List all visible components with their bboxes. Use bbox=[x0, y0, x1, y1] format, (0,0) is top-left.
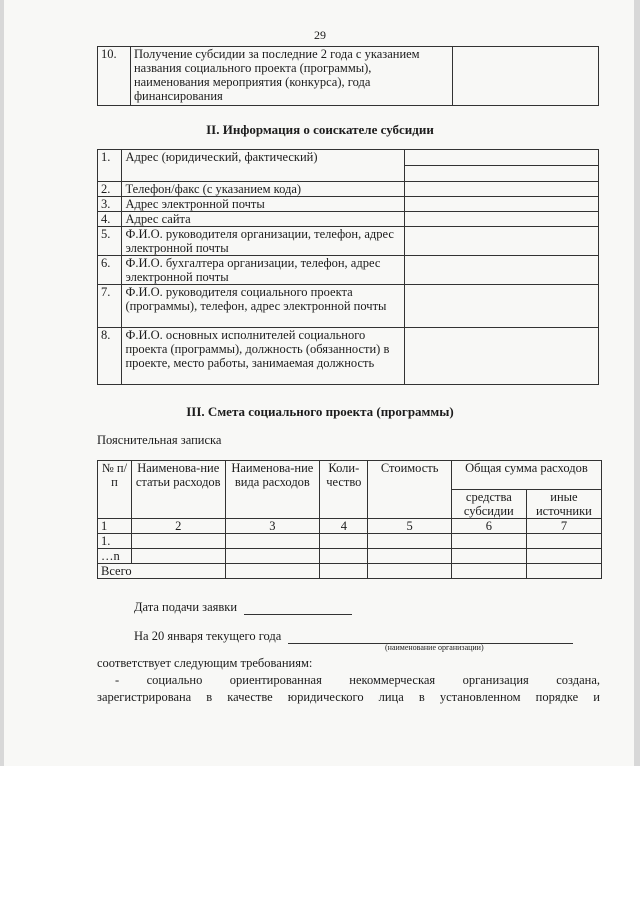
row-label: Телефон/факс (с указанием кода) bbox=[122, 182, 404, 197]
row-label: Ф.И.О. руководителя организации, телефон, адрес электронной почты bbox=[122, 227, 404, 256]
row-value-cell bbox=[404, 150, 599, 182]
column-number: 7 bbox=[526, 519, 601, 534]
row-label: Ф.И.О. бухгалтера организации, телефон, адрес электронной почты bbox=[122, 256, 404, 285]
table-row bbox=[98, 534, 602, 549]
submission-date-blank bbox=[244, 614, 352, 615]
page-edge-left bbox=[0, 0, 4, 766]
header-cost: Стоимость bbox=[368, 461, 451, 519]
page-edge-right bbox=[634, 0, 640, 766]
table-continuation bbox=[97, 46, 599, 106]
table-row bbox=[98, 197, 599, 212]
row-number: 7. bbox=[98, 285, 122, 328]
table-row bbox=[98, 47, 599, 106]
column-number: 4 bbox=[320, 519, 368, 534]
column-number: 5 bbox=[368, 519, 451, 534]
table-row bbox=[98, 212, 599, 227]
row-number: 10. bbox=[98, 47, 131, 106]
column-number: 6 bbox=[451, 519, 526, 534]
row-value-cell bbox=[404, 285, 599, 328]
column-numbers-row bbox=[98, 519, 602, 534]
row-label: Ф.И.О. основных исполнителей социального проекта (программы), должность (обязанности) в проекте, место работы, занимаемая должность bbox=[122, 328, 404, 385]
header-other-sources: иные источники bbox=[526, 490, 601, 519]
row-label: Получение субсидии за последние 2 года с указанием названия социального проекта (программы), наименования мероприятия (конкурса), года финансирования bbox=[130, 47, 452, 106]
table-row bbox=[98, 150, 599, 182]
explanatory-note-label: Пояснительная записка bbox=[97, 433, 222, 447]
table-row bbox=[98, 256, 599, 285]
row-value-cell bbox=[404, 197, 599, 212]
row-number: 1. bbox=[98, 534, 132, 549]
row-label: Ф.И.О. руководителя социального проекта (программы), телефон, адрес электронной почты bbox=[122, 285, 404, 328]
organization-name-caption: (наименование организации) bbox=[385, 643, 484, 652]
row-number: 8. bbox=[98, 328, 122, 385]
column-number: 2 bbox=[131, 519, 225, 534]
column-number: 3 bbox=[225, 519, 320, 534]
row-number: …n bbox=[98, 549, 132, 564]
submission-date-line bbox=[134, 599, 352, 615]
header-expense-type: Наименова-ние вида расходов bbox=[225, 461, 320, 519]
budget-table bbox=[97, 460, 602, 579]
column-number: 1 bbox=[98, 519, 132, 534]
row-value-cell bbox=[452, 47, 598, 106]
total-row bbox=[98, 564, 602, 579]
table-header-row bbox=[98, 461, 602, 490]
header-expense-item: Наименова-ние статьи расходов bbox=[131, 461, 225, 519]
row-number: 6. bbox=[98, 256, 122, 285]
january-label: На 20 января текущего года bbox=[134, 629, 282, 643]
row-number: 5. bbox=[98, 227, 122, 256]
submission-date-label: Дата подачи заявки bbox=[134, 600, 238, 614]
row-value-cell bbox=[404, 182, 599, 197]
section-2-title: II. Информация о соискателе субсидии bbox=[206, 122, 434, 137]
section-3-title: III. Смета социального проекта (программы) bbox=[186, 404, 454, 419]
row-value-cell bbox=[404, 328, 599, 385]
requirement-paragraph-line-1: - социально ориентированная некоммерческая организация создана, bbox=[115, 673, 600, 687]
table-row bbox=[98, 549, 602, 564]
january-line bbox=[134, 628, 573, 644]
header-quantity: Коли-чество bbox=[320, 461, 368, 519]
requirement-paragraph-line-2: зарегистрирована в качестве юридического лица в установленном порядке и bbox=[97, 690, 600, 704]
header-subsidy-funds: средства субсидии bbox=[451, 490, 526, 519]
row-value-cell bbox=[404, 256, 599, 285]
row-number: 3. bbox=[98, 197, 122, 212]
row-number: 4. bbox=[98, 212, 122, 227]
row-value-cell bbox=[404, 212, 599, 227]
total-label: Всего bbox=[98, 564, 226, 579]
applicant-info-table bbox=[97, 149, 599, 385]
row-number: 1. bbox=[98, 150, 122, 182]
table-row bbox=[98, 227, 599, 256]
header-total-amount: Общая сумма расходов bbox=[451, 461, 601, 490]
page-number: 29 bbox=[314, 28, 326, 42]
row-value-cell bbox=[404, 227, 599, 256]
table-row bbox=[98, 285, 599, 328]
table-row bbox=[98, 182, 599, 197]
row-number: 2. bbox=[98, 182, 122, 197]
row-label: Адрес электронной почты bbox=[122, 197, 404, 212]
header-number: № п/п bbox=[98, 461, 132, 519]
row-label: Адрес сайта bbox=[122, 212, 404, 227]
row-label: Адрес (юридический, фактический) bbox=[122, 150, 404, 182]
requirements-intro: соответствует следующим требованиям: bbox=[97, 656, 313, 670]
table-row bbox=[98, 328, 599, 385]
